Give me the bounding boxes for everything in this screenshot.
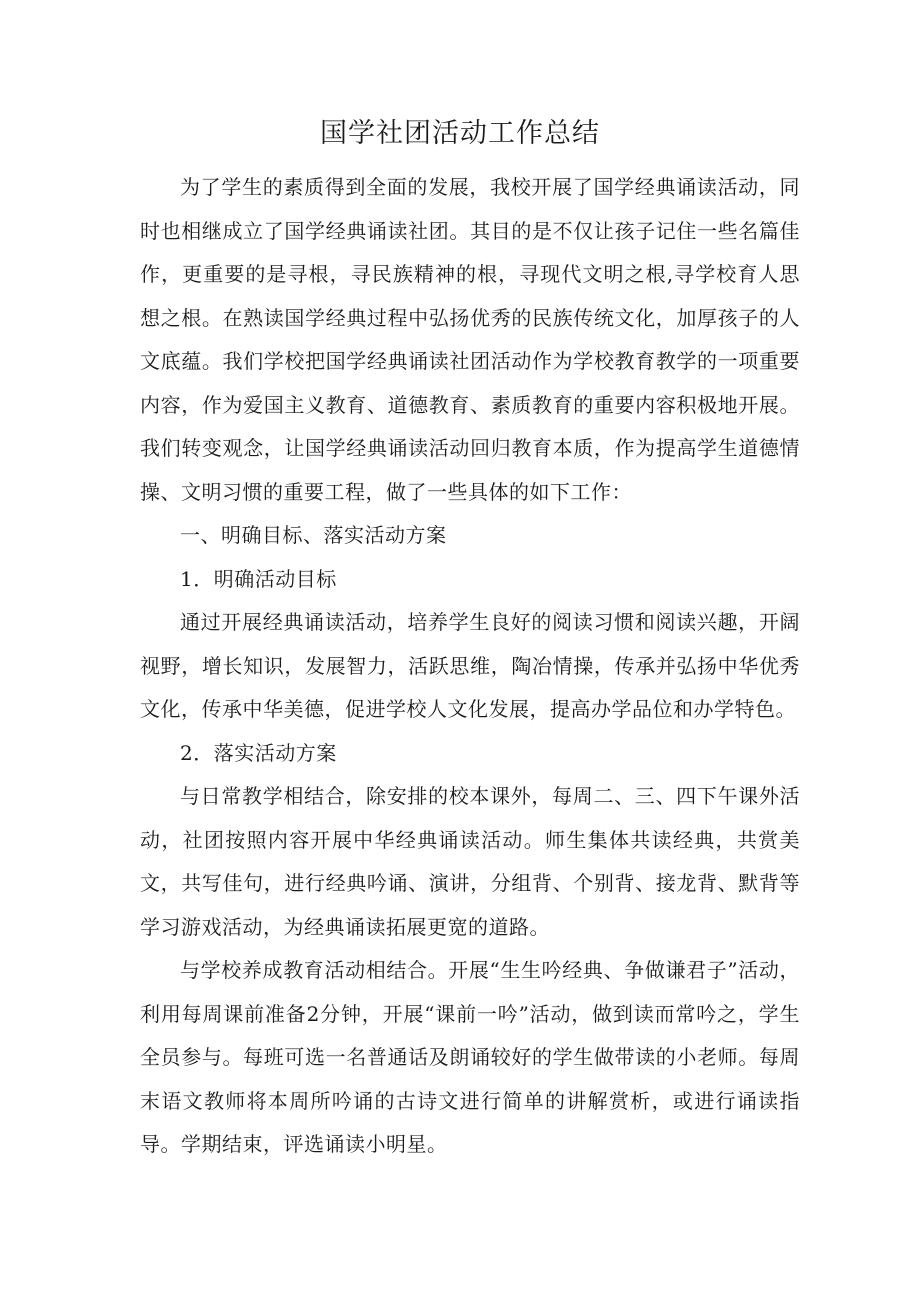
plan-paragraph-2: 与学校养成教育活动相结合。开展“生生吟经典、争做谦君子”活动，利用每周课前准备2分钟，开展“课前一吟”活动，做到读而常吟之，学生全员参与。每班可选一名普通话及朗诵较好的学生做带读的小老师。每周末语文教师将本周所吟诵的古诗文进行简单的讲解赏析，或进行诵读指导。学期结束，评选诵读小明星。 [140, 958, 800, 1156]
goals-paragraph: 通过开展经典诵读活动，培养学生良好的阅读习惯和阅读兴趣，开阔视野，增长知识，发展智力，活跃思维，陶冶情操，传承并弘扬中华优秀文化，传承中华美德，促进学校人文化发展，提高办学品位和办学特色。 [140, 610, 800, 721]
plan-paragraph-1: 与日常教学相结合，除安排的校本课外，每周二、三、四下午课外活动，社团按照内容开展中华经典诵读活动。师生集体共读经典，共赏美文，共写佳句，进行经典吟诵、演讲，分组背、个别背、接龙背、默背等学习游戏活动，为经典诵读拓展更宽的道路。 [140, 784, 800, 939]
document-body [140, 166, 800, 1167]
section-heading-1: 一、明确目标、落实活动方案 [180, 523, 447, 547]
subheading-1: 1．明确活动目标 [180, 566, 337, 591]
subheading-2: 2．落实活动方案 [180, 740, 337, 765]
intro-paragraph: 为了学生的素质得到全面的发展，我校开展了国学经典诵读活动，同时也相继成立了国学经典诵读社团。其目的是不仅让孩子记住一些名篇佳作，更重要的是寻根，寻民族精神的根，寻现代文明之根,寻学校育人思想之根。在熟读国学经典过程中弘扬优秀的民族传统文化，加厚孩子的人文底蕴。我们学校把国学经典诵读社团活动作为学校教育教学的一项重要内容，作为爱国主义教育、道德教育、素质教育的重要内容积极地开展。我们转变观念，让国学经典诵读活动回归教育本质，作为提高学生道德情操、文明习惯的重要工程，做了一些具体的如下工作： [140, 175, 800, 504]
document-title: 国学社团活动工作总结 [320, 118, 600, 149]
